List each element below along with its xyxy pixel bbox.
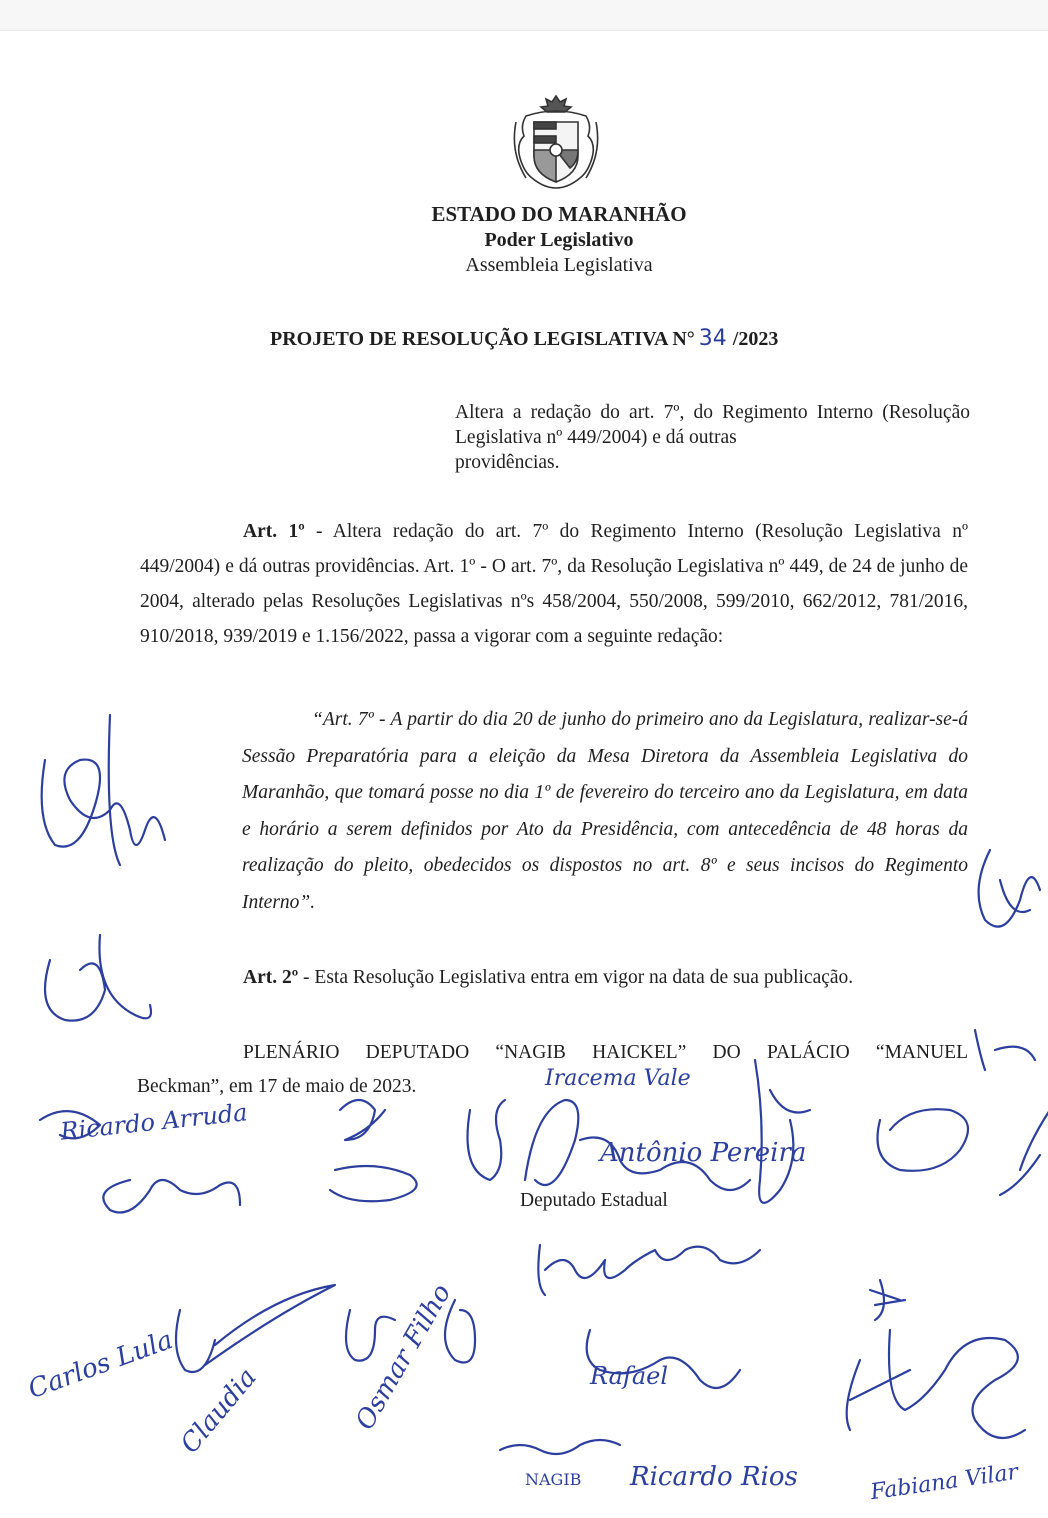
article-2 [140,960,968,995]
article-1-text: - Altera redação do art. 7º do Regimento Interno (Resolução Legislativa nº 449/2004) e dá outras providências. Art. 1º - O art. 7º, da Resolução Legislativa nº 449, de 24 de junho de 2004, alterado pelas Resoluções Legislativas nºs 458/2004, 550/2008, 599/2010, 662/2012, 781/2016, 910/2018, 939/2019 e 1.156/2022, passa a vigorar com a seguinte redação: [140,521,968,647]
title-number: 34 [698,326,727,351]
article-2-label: Art. 2º [243,967,299,988]
title-year: /2023 [732,328,779,350]
title-prefix: PROJETO DE RESOLUÇÃO LEGISLATIVA N° [270,328,695,350]
header-power: Poder Legislativo [484,229,634,251]
handwritten-name: Antônio Pereira [600,1138,807,1168]
viewer-top-bar [0,0,1048,31]
handwritten-name: Ricardo Arruda [59,1098,249,1146]
plenario-line-2: Beckman”, em 17 de maio de 2023. [137,1076,417,1097]
header-assembly: Assembleia Legislativa [465,254,653,276]
signature-scribble [42,715,165,865]
handwritten-name: Carlos Lula [24,1325,177,1405]
article-2-text: - Esta Resolução Legislativa entra em vigor na data de sua publicação. [298,967,854,988]
handwritten-name: Claudia [175,1362,263,1460]
signature-scribble [870,1280,905,1320]
ementa-line-1: Altera a redação do art. 7º, do Regimento Interno (Resolução Legislativa nº 449/2004) e dá outras [455,402,970,448]
signature-scribble [975,1030,1035,1070]
document-title [270,326,778,351]
signature-scribble [445,1300,475,1363]
handwritten-name: Iracema Vale [545,1066,691,1091]
signature-scribble [176,1285,335,1372]
handwritten-name: Osmar Filho [350,1279,458,1435]
ementa-line-2: providências. [455,452,560,473]
article-1 [140,514,968,654]
signature-scribble [847,1330,1025,1438]
header-state: ESTADO DO MARANHÃO [431,202,687,226]
signature-scribble [330,1100,417,1201]
article-7-quote: “Art. 7º - A partir do dia 20 de junho do primeiro ano da Legislatura, realizar-se-á Sessão Preparatória para a eleição da Mesa Diretora da Assembleia Legislativa do Maranhão, que tomará posse no dia 1º de fevereiro do terceiro ano da Legislatura, em data e horário a serem definidos por Ato da Presidência, com antecedência de 48 horas da realização do pleito, obedecidos os dispostos no art. 8º e seus incisos do Regimento Interno”. [242,709,968,913]
handwritten-name: Fabiana Vilar [868,1459,1020,1506]
signature-caption: Deputado Estadual [520,1190,668,1211]
handwritten-name: Ricardo Rios [630,1462,798,1492]
signature-scribble [979,850,1040,927]
signature-scribble [45,935,151,1021]
plenario-line-1: PLENÁRIO DEPUTADO “NAGIB HAICKEL” DO PALÁCIO “MANUEL [243,1042,968,1063]
article-1-label: Art. 1º [243,521,305,542]
coat-of-arms-icon [506,92,606,198]
signature-scribble [500,1440,620,1454]
handwritten-name: Rafael [590,1362,668,1390]
ementa [455,400,970,475]
signature-scribble [538,1245,760,1295]
signature-scribble [878,1109,969,1171]
signature-scribble [468,1100,506,1180]
signature-scribble [1000,1110,1048,1195]
handwritten-name: NAGIB [525,1470,582,1489]
